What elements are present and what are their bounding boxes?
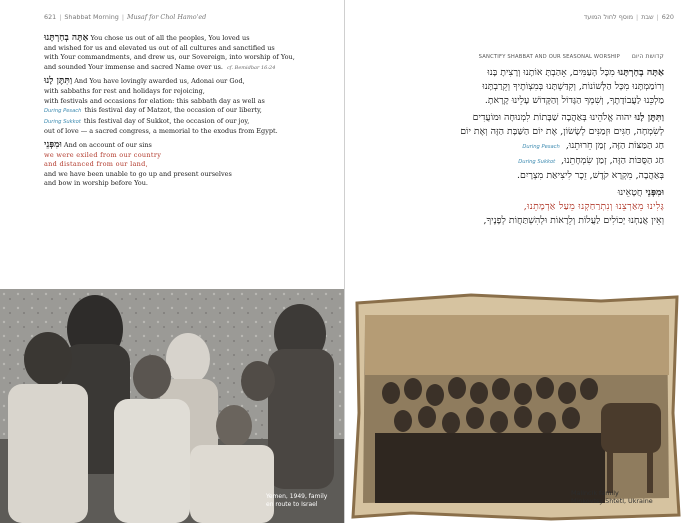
hebrew-line-text: וְרוֹמַמְתָּנוּ מִכָּל הַלְּשׁוֹנוֹת, וְקִדַּשְׁתָּנוּ בְּמִצְוֹתֶיךָ וְקֵרַבְתָּנוּ	[482, 81, 664, 92]
hebrew-line-text: יהוה אֱלֹהֵינוּ בְּאַהֲבָה שַׁבָּתוֹת לִמְנוּחָה וּמוֹעֲדִים	[472, 112, 635, 123]
hebrew-line	[364, 66, 664, 80]
hebrew-incipit: אַתָּה בְחַרְתָּנוּ	[44, 33, 89, 43]
english-text	[44, 34, 334, 193]
text-line	[44, 87, 334, 97]
english-line-text: and wished for us and elevated us out of all cultures and sanctified us	[44, 43, 275, 52]
hebrew-line	[364, 139, 664, 154]
photo-caption	[571, 489, 653, 505]
citation: cf. Bemidbar 16:24	[227, 64, 276, 71]
rubric-cue: During Sukkot	[44, 118, 81, 125]
hebrew-line-text: חֲטָאֵינוּ	[617, 187, 646, 198]
hebrew-line-text: חַג הַסֻּכּוֹת הַזֶּה, זְמַן שִׂמְחָתֵנוּ,	[561, 155, 664, 166]
hebrew-line	[364, 125, 664, 139]
hebrew-incipit: וַתִּתֶּן לָנוּ	[634, 112, 664, 123]
text-line	[44, 127, 334, 137]
english-line-text: and we have been unable to go up and present ourselves	[44, 169, 232, 178]
text-line	[44, 179, 334, 189]
hebrew-line-text: וְאֵין אֲנַחְנוּ יְכוֹלִים לַעֲלוֹת וְלֵרָאוֹת וּלְהִשְׁתַּחֲוֹת לְפָנֶיךָ,	[483, 215, 664, 226]
text-line	[44, 151, 334, 161]
rubric-cue: During Sukkot	[518, 159, 556, 165]
caption-line: Minkovtsy Shtetl, Ukraine	[571, 497, 653, 505]
text-block	[44, 77, 334, 137]
section-heading-en: SANCTIFY SHABBAT AND OUR SEASONAL WORSHIP	[478, 54, 620, 60]
text-line	[44, 141, 334, 151]
text-line	[44, 106, 334, 117]
hebrew-line	[364, 214, 664, 228]
english-line-text: You chose us out of all the peoples, You loved us	[88, 34, 250, 42]
hebrew-line	[364, 80, 664, 94]
hebrew-line	[364, 154, 664, 169]
hebrew-incipit: וּמִפְּנֵי	[645, 187, 664, 198]
text-line	[44, 34, 334, 44]
photo-figures	[0, 289, 344, 523]
english-line-text: out of love — a sacred congress, a memorial to the exodus from Egypt.	[44, 127, 278, 136]
text-line	[44, 53, 334, 63]
english-line-text: and bow in worship before You.	[44, 179, 148, 188]
text-line	[44, 77, 334, 87]
hebrew-line	[364, 111, 664, 125]
rubric-cue: During Pesach	[522, 144, 560, 150]
section-heading-he: קדושת היום	[631, 53, 664, 60]
hebrew-line-text: מִכָּל הָעַמִּים, אָהַבְתָּ אוֹתָנוּ וְרָצִיתָ בָּנוּ	[487, 67, 618, 78]
text-block	[44, 141, 334, 189]
text-line	[44, 160, 334, 170]
running-header: 621 | Shabbat Morning | Musaf for Chol Hamo'ed	[44, 13, 207, 21]
hebrew-line	[364, 94, 664, 108]
hebrew-line	[364, 186, 664, 200]
caption-line: Yemen, 1949, family	[266, 493, 328, 500]
page-number: 620	[661, 13, 674, 21]
english-line-text: with festivals and occasions for elation: this sabbath day as well as	[44, 96, 265, 105]
right-page	[345, 0, 688, 523]
highlight-line-text: גָּלִינוּ מֵאַרְצֵנוּ וְנִתְרַחַקְנוּ מֵעַל אַדְמָתֵנוּ,	[523, 201, 664, 212]
text-line	[44, 63, 334, 74]
running-head-he: שבת	[641, 13, 654, 21]
text-line	[44, 117, 334, 128]
running-head: Shabbat Morning	[64, 13, 119, 21]
english-line-text: with sabbaths for rest and holidays for rejoicing,	[44, 86, 205, 95]
photo-malincik-family	[351, 293, 681, 523]
english-line-text: And on account of our sins	[61, 140, 152, 149]
english-line-text: and sounded Your immense and sacred Name over us.	[44, 62, 223, 71]
caption-line: en route to Israel	[266, 501, 318, 508]
running-header: מוסף לחול המועד | שבת | 620	[583, 13, 674, 21]
rubric-cue: During Pesach	[44, 108, 82, 115]
section-heading	[479, 53, 664, 60]
text-line	[44, 170, 334, 180]
hebrew-text	[364, 66, 664, 228]
caption-line: Malincik family	[571, 489, 619, 497]
hebrew-line-text: לְשִׂמְחָה, חַגִּים וּזְמַנִּים לְשָׂשׂוֹן, אֶת יוֹם הַשַּׁבָּת הַזֶּה וְאֶת יוֹם	[460, 126, 664, 137]
english-line-text: with Your commandments, and drew us, our Sovereign, into worship of You,	[44, 53, 295, 62]
hebrew-incipit: וַתִּתֶּן לָנוּ	[44, 76, 73, 87]
photo-caption	[266, 493, 327, 509]
photo-yemen-family	[0, 289, 344, 523]
highlight-line-text: we were exiled from our country	[44, 150, 162, 159]
hebrew-line-text: חַג הַמַּצּוֹת הַזֶּה, זְמַן חֵרוּתֵנוּ,	[565, 140, 664, 151]
hebrew-line	[364, 169, 664, 183]
english-line-text: this festival day of Sukkot, the occasion of our joy,	[83, 116, 250, 125]
text-line	[44, 44, 334, 54]
text-block	[44, 34, 334, 73]
english-line-text: And You have lovingly awarded us, Adonai our God,	[72, 77, 245, 86]
hebrew-line-text: מַלְכֵּנוּ לַעֲבוֹדָתֶךָ, וְשִׁמְךָ הַגָּדוֹל וְהַקָּדוֹשׁ עָלֵינוּ קָרָאתָ.	[484, 95, 664, 106]
hebrew-incipit: אַתָּה בְחַרְתָּנוּ	[617, 67, 664, 78]
hebrew-line	[364, 200, 664, 214]
hebrew-incipit: וּמִפְּנֵי	[44, 139, 62, 150]
page-number: 621	[44, 13, 57, 21]
english-line-text: this festival day of Matzot, the occasion of our liberty,	[84, 106, 262, 115]
highlight-line-text: and distanced from our land,	[44, 160, 148, 169]
hebrew-line-text: בְּאַהֲבָה, מִקְרָא קֹדֶשׁ, זֵכֶר לִיצִיאַת מִצְרָיִם.	[517, 170, 664, 181]
running-subhead: Musaf for Chol Hamo'ed	[126, 13, 207, 21]
text-line	[44, 97, 334, 107]
running-subhead-he: מוסף לחול המועד	[583, 13, 634, 21]
